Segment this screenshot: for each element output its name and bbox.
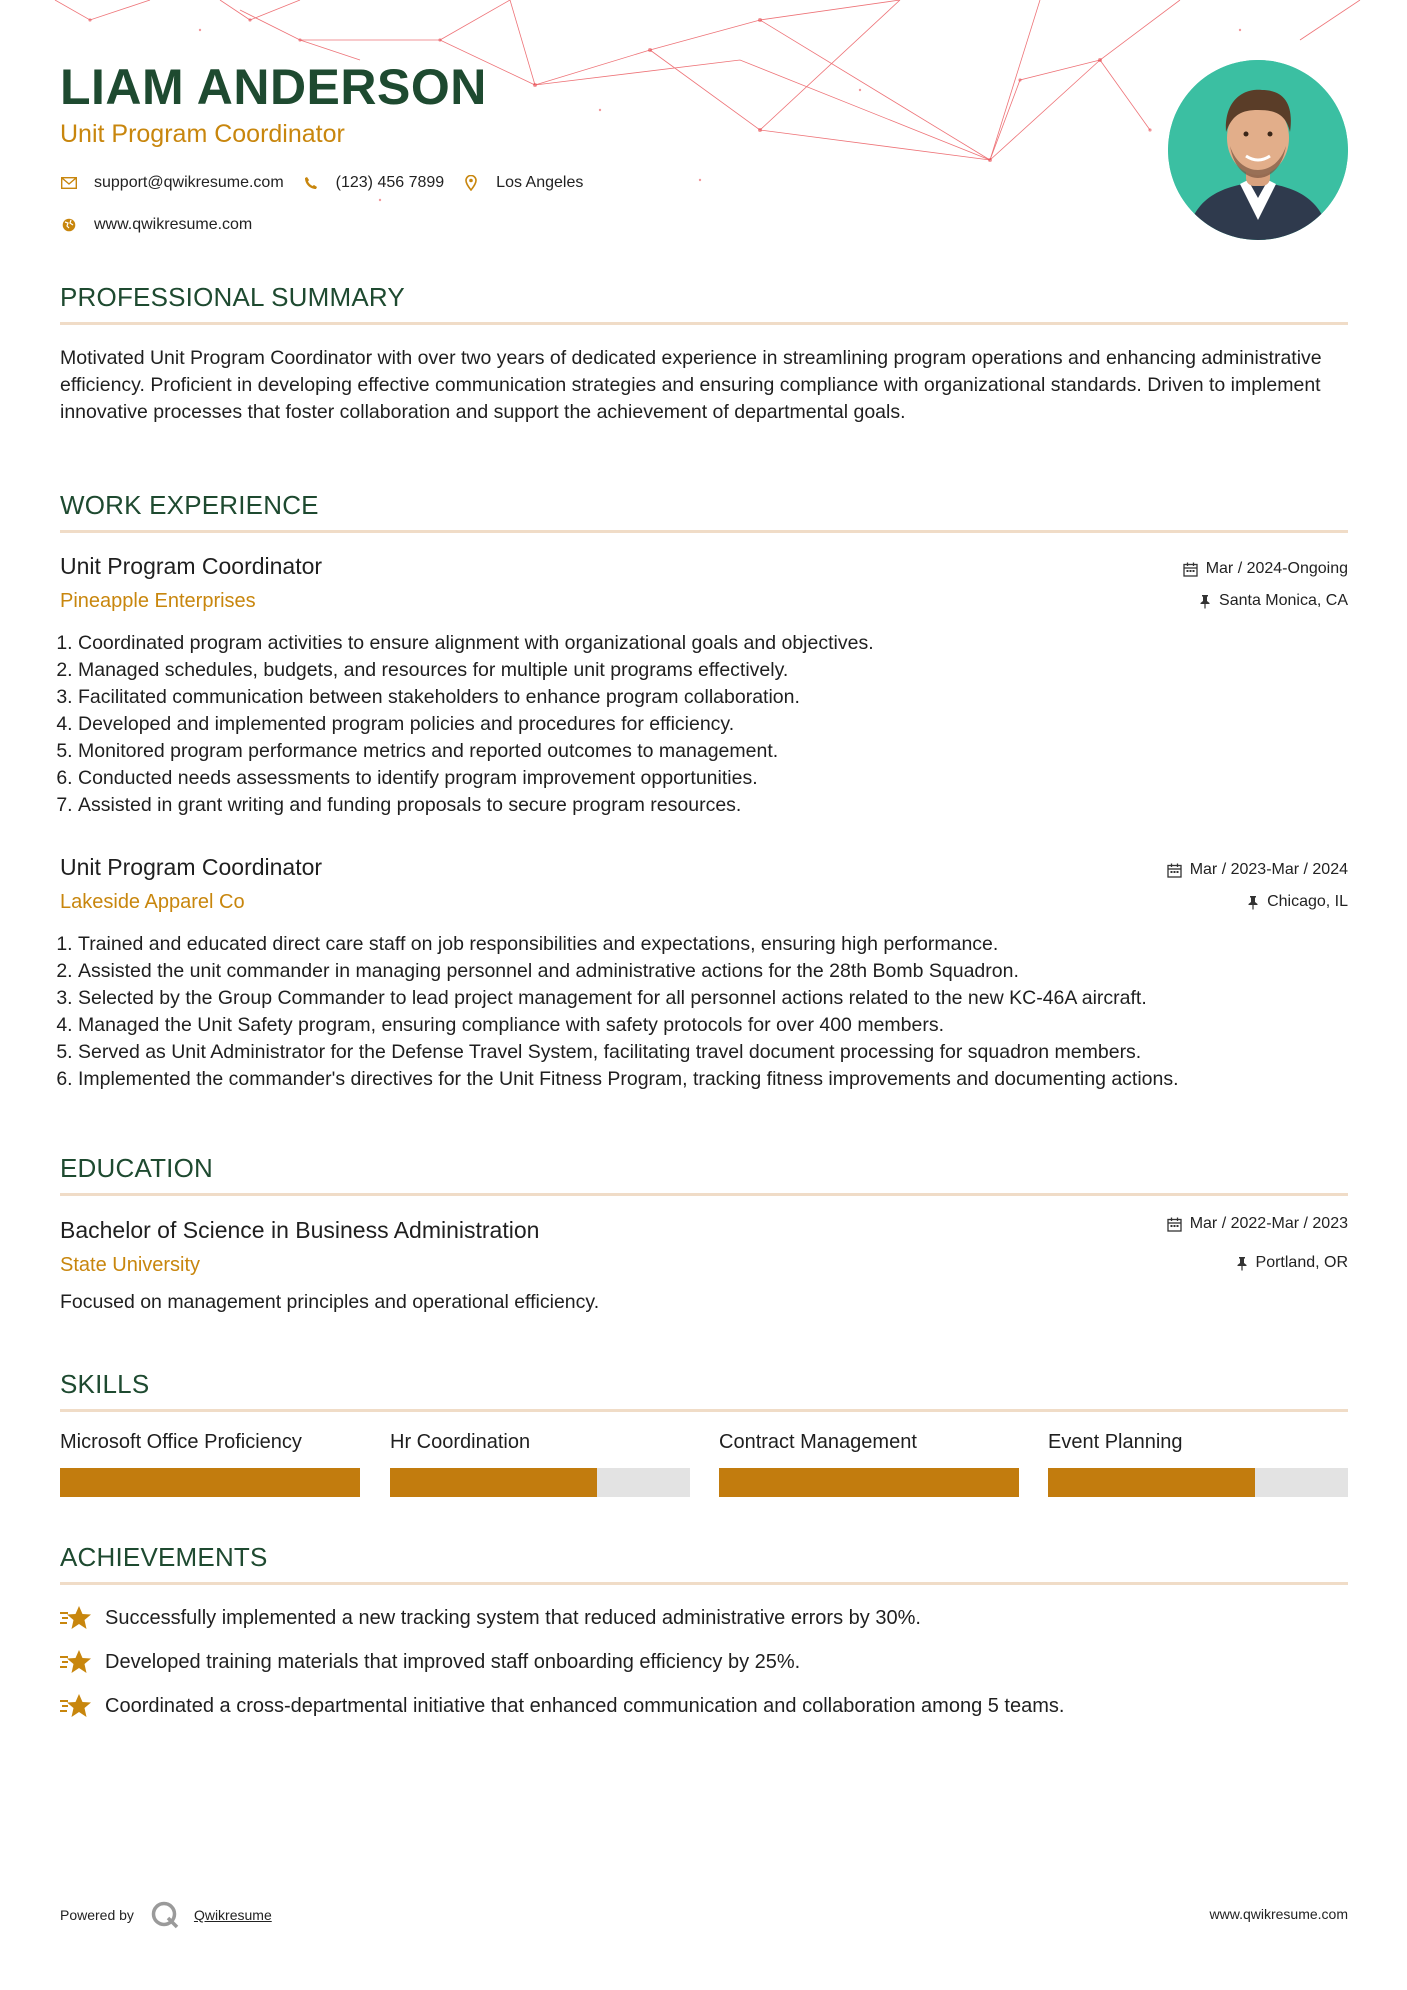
job-2-dates-text: Mar / 2023-Mar / 2024 (1189, 861, 1348, 878)
job-1-dates (1183, 560, 1348, 578)
powered-by-label: Powered by (60, 1907, 134, 1923)
skill-1-label: Microsoft Office Proficiency (60, 1431, 302, 1453)
skill-4-fill (1048, 1468, 1255, 1497)
footer-brand-link[interactable]: Qwikresume (193, 1907, 272, 1923)
achievement-text: Successfully implemented a new tracking system that reduced administrative errors by 30%. (105, 1606, 921, 1629)
footer-website[interactable]: www.qwikresume.com (1209, 1906, 1348, 1922)
calendar-icon (1183, 562, 1198, 577)
envelope-icon (60, 174, 78, 192)
skill-1-bar (60, 1468, 360, 1497)
education-dates (1167, 1215, 1348, 1233)
pushpin-icon (1199, 594, 1211, 609)
contact-row-secondary (60, 216, 270, 234)
achievements-heading: ACHIEVEMENTS (60, 1542, 268, 1572)
education-location (1236, 1254, 1348, 1272)
list-item: 6. Conducted needs assessments to identify program improvement opportunities. (78, 765, 1378, 792)
skill-2-bar (390, 1468, 690, 1497)
job-2-title: Unit Program Coordinator (60, 854, 323, 880)
achievement-text: Developed training materials that improved staff onboarding efficiency by 25%. (105, 1650, 801, 1673)
achievement-text: Coordinated a cross-departmental initiative that enhanced communication and collaboration among 5 teams. (105, 1694, 1065, 1717)
list-item: 2. Assisted the unit commander in managing personnel and administrative actions for the 28th Bomb Squadron. (78, 958, 1378, 985)
education-dates-text: Mar / 2022-Mar / 2023 (1189, 1215, 1348, 1232)
contact-phone[interactable]: (123) 456 7899 (335, 174, 445, 191)
education-heading: EDUCATION (60, 1153, 213, 1183)
contact-website[interactable]: www.qwikresume.com (94, 216, 253, 233)
education-divider (60, 1193, 1348, 1196)
education-location-text: Portland, OR (1255, 1254, 1348, 1271)
calendar-icon (1167, 863, 1182, 878)
job-2-dates (1167, 861, 1348, 879)
list-item: 6. Implemented the commander's directives for the Unit Fitness Program, tracking fitness improvements and documenting actions. (78, 1066, 1378, 1093)
education-description: Focused on management principles and operational efficiency. (60, 1291, 600, 1313)
contact-row-primary (60, 174, 601, 192)
contact-location: Los Angeles (496, 174, 584, 191)
map-pin-icon (462, 174, 480, 192)
job-1-dates-text: Mar / 2024-Ongoing (1205, 560, 1348, 577)
education-school: State University (60, 1254, 201, 1276)
skill-3-label: Contract Management (719, 1431, 917, 1453)
skill-3-bar (719, 1468, 1019, 1497)
candidate-role: Unit Program Coordinator (60, 120, 345, 148)
list-item: 4. Developed and implemented program policies and procedures for efficiency. (78, 711, 1378, 738)
job-2-location-text: Chicago, IL (1267, 893, 1348, 910)
achievement-item (60, 1693, 1064, 1719)
job-2-bullets (54, 931, 1378, 1093)
skill-2-fill (390, 1468, 597, 1497)
skill-1-fill (60, 1468, 360, 1497)
job-1-location-text: Santa Monica, CA (1219, 592, 1348, 609)
calendar-icon (1167, 1217, 1182, 1232)
pushpin-icon (1247, 895, 1259, 910)
achievements-divider (60, 1582, 1348, 1585)
list-item: 5. Monitored program performance metrics and reported outcomes to management. (78, 738, 1378, 765)
job-1-bullets (54, 630, 1378, 819)
skill-3-fill (719, 1468, 1019, 1497)
job-2-location (1247, 893, 1348, 911)
list-item: 4. Managed the Unit Safety program, ensuring compliance with safety protocols for over 400 members. (78, 1012, 1378, 1039)
skill-4-bar (1048, 1468, 1348, 1497)
skills-divider (60, 1409, 1348, 1412)
candidate-name: LIAM ANDERSON (60, 59, 487, 115)
star-badge-icon (60, 1649, 92, 1675)
summary-heading: PROFESSIONAL SUMMARY (60, 282, 405, 312)
profile-photo (1168, 60, 1348, 240)
education-degree: Bachelor of Science in Business Administration (60, 1217, 540, 1243)
job-2-company: Lakeside Apparel Co (60, 891, 245, 913)
contact-email[interactable]: support@qwikresume.com (94, 174, 284, 191)
list-item: 7. Assisted in grant writing and funding proposals to secure program resources. (78, 792, 1378, 819)
phone-icon (302, 174, 320, 192)
list-item: 1. Coordinated program activities to ensure alignment with organizational goals and objectives. (78, 630, 1378, 657)
achievement-item (60, 1605, 921, 1631)
list-item: 1. Trained and educated direct care staff on job responsibilities and expectations, ensuring high performance. (78, 931, 1378, 958)
job-1-location (1199, 592, 1348, 610)
skills-heading: SKILLS (60, 1369, 150, 1399)
experience-heading: WORK EXPERIENCE (60, 490, 319, 520)
summary-divider (60, 322, 1348, 325)
list-item: 3. Facilitated communication between stakeholders to enhance program collaboration. (78, 684, 1378, 711)
qwikresume-logo-icon (150, 1900, 180, 1930)
pushpin-icon (1236, 1256, 1248, 1271)
job-1-title: Unit Program Coordinator (60, 553, 323, 579)
job-1-company: Pineapple Enterprises (60, 590, 256, 612)
footer-powered-by (60, 1900, 272, 1930)
star-badge-icon (60, 1605, 92, 1631)
experience-divider (60, 530, 1348, 533)
list-item: 2. Managed schedules, budgets, and resources for multiple unit programs effectively. (78, 657, 1378, 684)
star-badge-icon (60, 1693, 92, 1719)
skill-2-label: Hr Coordination (390, 1431, 531, 1453)
list-item: 5. Served as Unit Administrator for the Defense Travel System, facilitating travel document processing for squadron members. (78, 1039, 1378, 1066)
summary-text: Motivated Unit Program Coordinator with over two years of dedicated experience in streamlining program operations and enhancing administrative efficiency. Proficient in developing effective communication strategies and ensuring compliance with organizational standards. Driven to implement innovative processes that foster collaboration and support the achievement of departmental goals. (60, 347, 1322, 423)
skill-4-label: Event Planning (1048, 1431, 1183, 1453)
list-item: 3. Selected by the Group Commander to lead project management for all personnel actions related to the new KC-46A aircraft. (78, 985, 1378, 1012)
achievement-item (60, 1649, 800, 1675)
globe-icon (60, 216, 78, 234)
